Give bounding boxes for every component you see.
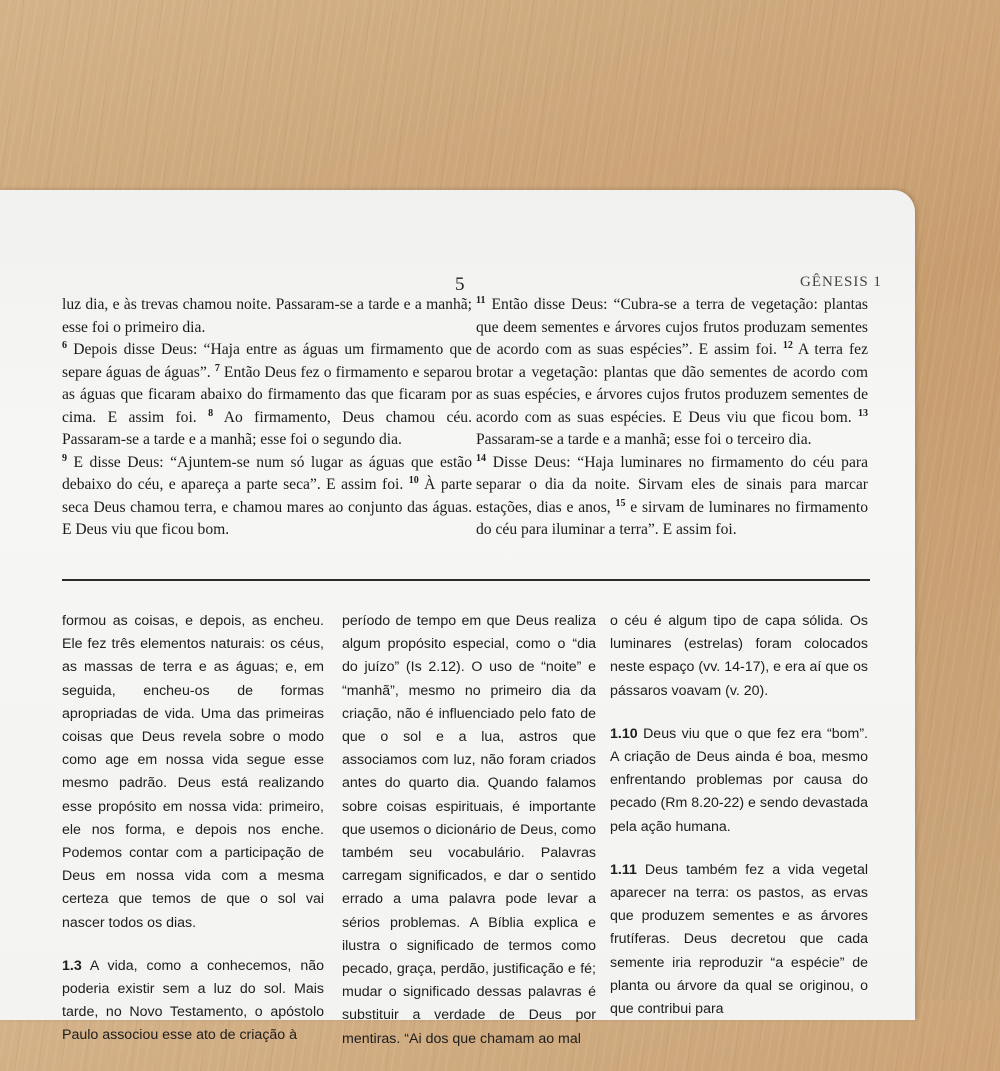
study-note [610, 610, 868, 703]
verse-text: Depois disse Deus: “Haja entre as águas um firmamento que separe águas de águas”. [62, 341, 472, 381]
verse [62, 339, 472, 452]
study-note-text: período de tempo em que Deus realiza algum propósito especial, como o “dia do juízo” (Is 2.12). O uso de “noite” e “manhã”, mesmo no primeiro dia da criação, não é influenciado pelo fato de que o sol e a lua, astros que associamos com luz, não foram criados antes do quarto dia. Quando falamos sobre coisas espirituais, é importante que usemos o dicionário de Deus, como também seu vocabulário. Palavras carregam significados, e dar o sentido errado a uma palavra pode levar a sérios problemas. A Bíblia explica e ilustra o significado de termos como pecado, graça, perdão, justificação e fé; mudar o significado dessas palavras é substituir a verdade de Deus por mentiras. “Ai dos que chamam ao mal [342, 613, 596, 1047]
verse-number: 14 [476, 452, 486, 464]
verse-text: E disse Deus: “Ajuntem-se num só lugar as águas que estão debaixo do céu, e apareça a parte seca”. E assim foi. [62, 453, 472, 493]
note-reference: 1.3 [62, 957, 82, 974]
verse-number: 8 [208, 407, 214, 419]
verse-number: 13 [858, 407, 868, 419]
verse-number: 12 [782, 339, 793, 351]
verse-number: 10 [408, 474, 419, 486]
note-reference: 1.11 [610, 861, 637, 878]
verse-number: 7 [214, 362, 220, 374]
study-note [62, 955, 324, 1048]
study-note [610, 859, 868, 1021]
verse-text: Ao firmamento, Deus chamou céu. Passaram-se a tarde e a manhã; esse foi o segundo dia. [62, 408, 473, 448]
verse-text: luz dia, e às trevas chamou noite. Passaram-se a tarde e a manhã; esse foi o primeiro dia. [62, 296, 472, 336]
verse-text: À parte seca Deus chamou terra, e chamou mares ao conjunto das águas. E Deus viu que ficou bom. [62, 476, 473, 538]
study-notes-column-1 [62, 610, 324, 1068]
verse-text: Passaram-se a tarde e a manhã; esse foi o terceiro dia. [476, 431, 812, 448]
verse-text: Então Deus fez o firmamento e separou as águas que ficaram abaixo do firmamento das que ficaram por cima. E assim foi. [62, 363, 472, 426]
page-number: 5 [455, 274, 465, 295]
study-note-text: o céu é algum tipo de capa sólida. Os luminares (estrelas) foram colocados neste espaço (vv. 14-17), e era aí que os pássaros voavam (v. 20). [610, 613, 868, 699]
verse-number: 15 [615, 497, 626, 509]
verse-text: Então disse Deus: “Cubra-se a terra de vegetação: plantas que deem sementes e árvores cujos frutos produzam sementes de acordo com as suas espécies”. E assim foi. [476, 296, 868, 358]
note-reference: 1.10 [610, 725, 638, 742]
verse [62, 452, 472, 542]
study-note [342, 610, 596, 1051]
scripture-column-right [476, 294, 868, 542]
footnote-divider [62, 579, 870, 581]
verse [476, 294, 868, 452]
verse-text: Disse Deus: “Haja luminares no firmamento do céu para separar o dia da noite. Sirvam eles de sinais para marcar estações, dias e anos, [476, 453, 868, 516]
study-note-text: formou as coisas, e depois, as encheu. Ele fez três elementos naturais: os céus, as massas de terra e as águas; e, em seguida, encheu-os de formas apropriadas de vida. Uma das primeiras coisas que Deus revela sobre o modo como age em nossa vida segue esse mesmo padrão. Deus está realizando esse propósito em nossa vida: primeiro, ele nos forma, e depois nos enche. Podemos contar com a participação de Deus em nossa vida com a mesma certeza que temos de que o sol vai nascer todos os dias. [62, 613, 324, 931]
study-note-text: Deus também fez a vida vegetal aparecer na terra: os pastos, as ervas que produzem sementes e as árvores frutíferas. Deus decretou que cada semente iria reproduzir “a espécie” de planta ou árvore da qual se originou, o que contribui para [610, 861, 868, 1018]
study-notes-column-2 [342, 610, 596, 1071]
study-note-text: Deus viu que o que fez era “bom”. A criação de Deus ainda é boa, mesmo enfrentando problemas por causa do pecado (Rm 8.20-22) e sendo devastada pela ação humana. [610, 725, 868, 835]
verse-text: A terra fez brotar a vegetação: plantas que dão sementes de acordo com as suas espécies, e árvores cujos frutos produzem sementes de acordo com as suas espécies. E Deus viu que ficou bom. [476, 341, 868, 426]
verse-number: 9 [62, 452, 67, 464]
study-note [610, 723, 868, 839]
study-note-text: A vida, como a conhecemos, não poderia existir sem a luz do sol. Mais tarde, no Novo Testamento, o apóstolo Paulo associou esse ato de criação à [62, 957, 324, 1044]
study-note [62, 610, 324, 935]
verse-number: 11 [476, 294, 486, 306]
study-notes-column-3 [610, 610, 868, 1041]
running-head: GÊNESIS 1 [800, 274, 882, 290]
verse [476, 452, 868, 542]
verse [62, 294, 472, 339]
scripture-column-left [62, 294, 472, 542]
book-page [0, 190, 915, 1047]
verse-text: e sirvam de luminares no firmamento do céu para iluminar a terra”. E assim foi. [476, 498, 869, 538]
verse-number: 6 [62, 339, 67, 351]
